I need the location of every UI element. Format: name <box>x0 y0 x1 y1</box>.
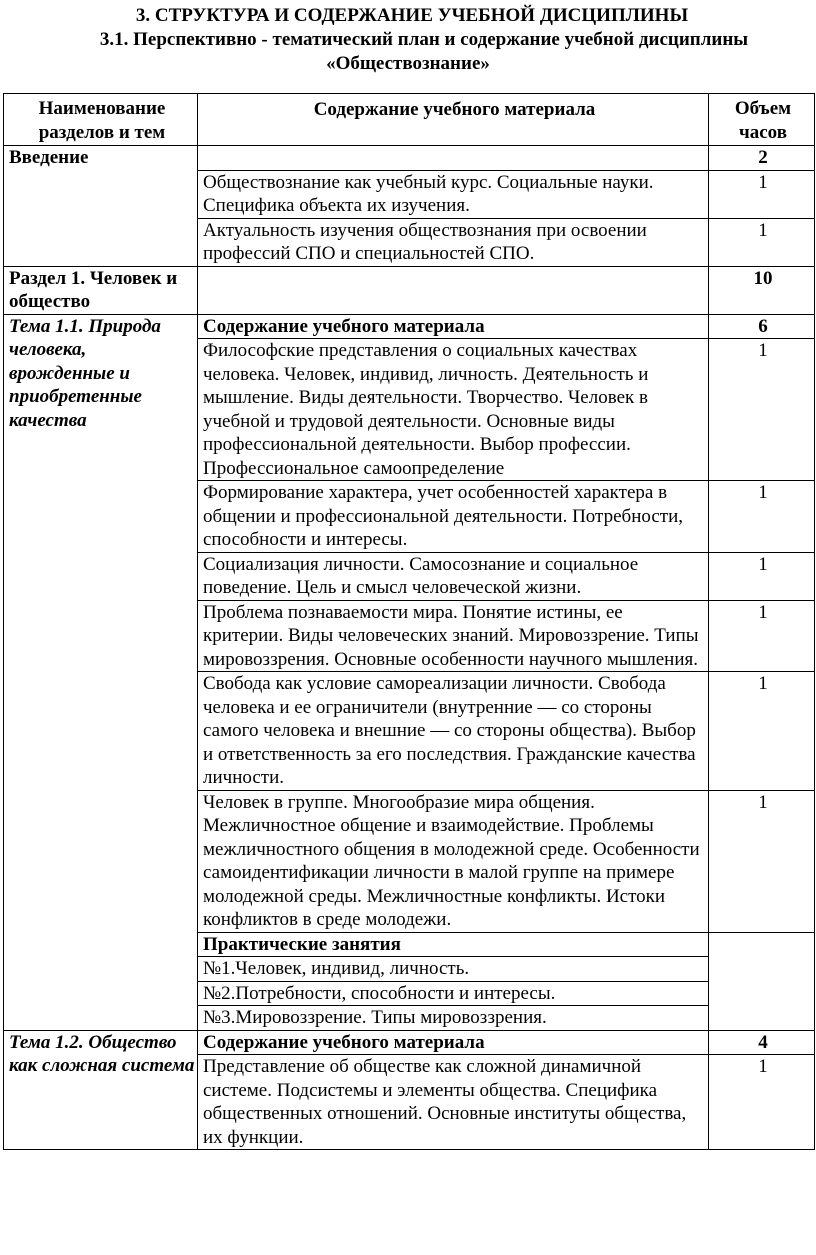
practice-item: №3.Мировоззрение. Типы мировоззрения. <box>198 1006 709 1031</box>
content-item: Проблема познаваемости мира. Понятие истины, ее критерии. Виды человеческих знаний. Мировоззрение. Типы мировоззрения. Основные особенности научного мышления. <box>198 600 709 672</box>
content-item: Представление об обществе как сложной динамичной системе. Подсистемы и элементы общества. Специфика общественных отношений. Основные институты общества, их функции. <box>198 1055 709 1150</box>
content-label: Содержание учебного материала <box>198 314 709 339</box>
content-item: Актуальность изучения обществознания при освоении профессий СПО и специальностей СПО. <box>198 218 709 266</box>
practice-item: №2.Потребности, способности и интересы. <box>198 981 709 1006</box>
intro-hours: 2 <box>709 146 815 171</box>
content-item: Философские представления о социальных качествах человека. Человек, индивид, личность. Деятельность и мышление. Виды деятельности. Творчество. Человек в учебной и трудовой деятельности. Основные виды профессиональной деятельности. Выбор профессии. Профессиональное самоопределение <box>198 339 709 481</box>
header-content: Содержание учебного материала <box>198 94 709 146</box>
topic-hours: 6 <box>709 314 815 339</box>
practice-hours-empty <box>709 932 815 1030</box>
topic-hours: 4 <box>709 1030 815 1055</box>
table-row <box>4 266 815 314</box>
intro-spacer <box>4 170 198 266</box>
item-hours: 1 <box>709 790 815 932</box>
item-hours: 1 <box>709 552 815 600</box>
item-hours: 1 <box>709 672 815 791</box>
table-row <box>4 1030 815 1055</box>
topic-name: Тема 1.2. Общество как сложная система <box>4 1030 198 1150</box>
content-item: Социализация личности. Самосознание и социальное поведение. Цель и смысл человеческой жизни. <box>198 552 709 600</box>
content-item: Обществознание как учебный курс. Социальные науки. Специфика объекта их изучения. <box>198 170 709 218</box>
table-header-row <box>4 94 815 146</box>
item-hours: 1 <box>709 1055 815 1150</box>
content-item: Свобода как условие самореализации личности. Свобода человека и ее ограничители (внутренние — со стороны самого человека и внешние — со стороны общества). Выбор и ответственность за его последствия. Гражданские качества личности. <box>198 672 709 791</box>
intro-name: Введение <box>4 146 198 171</box>
content-item: Формирование характера, учет особенностей характера в общении и профессиональной деятельности. Потребности, способности и интересы. <box>198 481 709 553</box>
practice-item: №1.Человек, индивид, личность. <box>198 957 709 982</box>
thematic-plan-table <box>3 93 815 1150</box>
section-hours: 10 <box>709 266 815 314</box>
item-hours: 1 <box>709 170 815 218</box>
item-hours: 1 <box>709 600 815 672</box>
discipline-name: «Обществознание» <box>326 53 490 74</box>
item-hours: 1 <box>709 339 815 481</box>
table-row <box>4 314 815 339</box>
plan-subtitle: 3.1. Перспективно - тематический план и содержание учебной дисциплины <box>99 29 749 50</box>
header-hours: Объем часов <box>709 94 815 146</box>
table-row <box>4 146 815 171</box>
content-label: Содержание учебного материала <box>198 1030 709 1055</box>
section-empty <box>198 266 709 314</box>
item-hours: 1 <box>709 218 815 266</box>
practice-label: Практические занятия <box>198 932 709 957</box>
page-title: 3. СТРУКТУРА И СОДЕРЖАНИЕ УЧЕБНОЙ ДИСЦИПЛИНЫ <box>135 5 689 26</box>
header-sections: Наименование разделов и тем <box>4 94 198 146</box>
section-name: Раздел 1. Человек и общество <box>4 266 198 314</box>
item-hours: 1 <box>709 481 815 553</box>
content-item: Человек в группе. Многообразие мира общения. Межличностное общение и взаимодействие. Проблемы межличностного общения в молодежной среде. Особенности самоидентификации личности в малой группе на примере молодежной среды. Межличностные конфликты. Истоки конфликтов в среде молодежи. <box>198 790 709 932</box>
intro-empty <box>198 146 709 171</box>
topic-name: Тема 1.1. Природа человека, врожденные и приобретенные качества <box>4 314 198 1030</box>
table-row <box>4 170 815 218</box>
